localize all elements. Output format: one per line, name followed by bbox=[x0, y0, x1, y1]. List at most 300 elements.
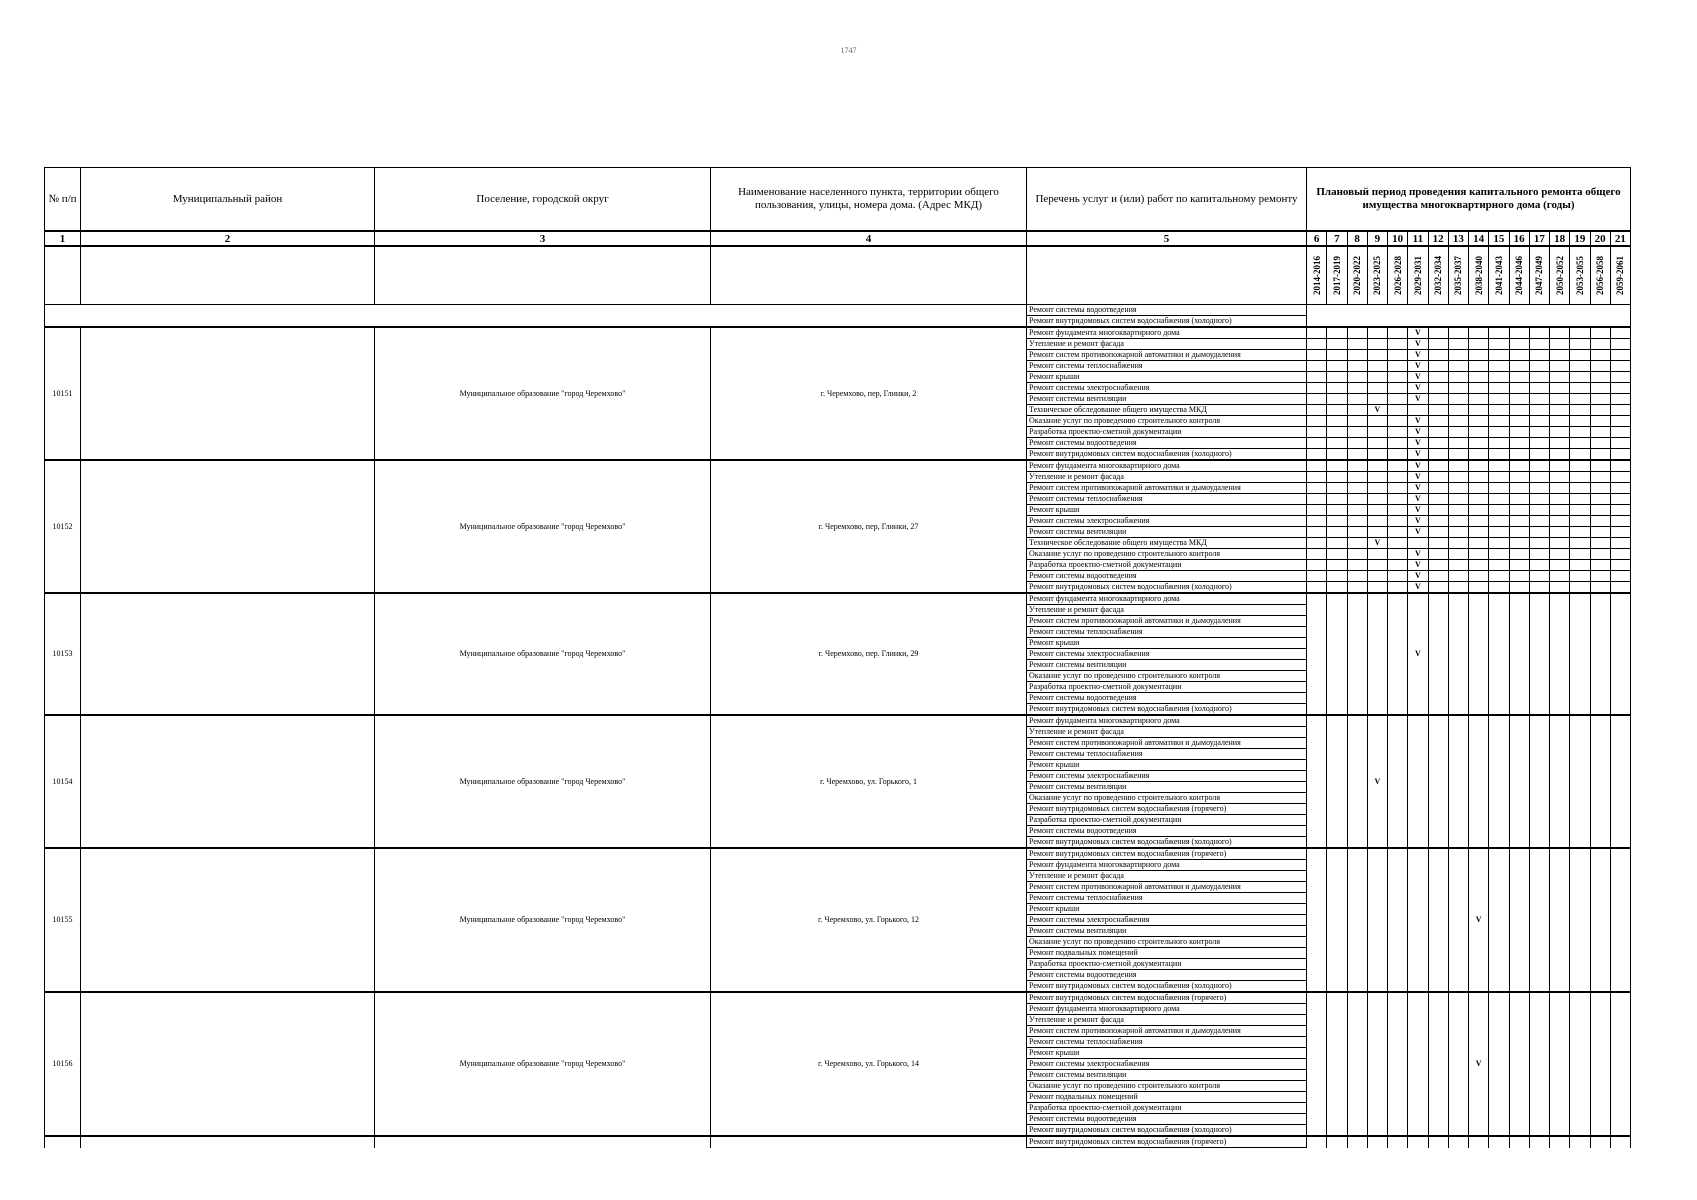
period-label-text: 2047-2049 bbox=[1534, 256, 1545, 295]
period-cell bbox=[1347, 571, 1367, 582]
period-cell bbox=[1469, 449, 1489, 461]
period-cell bbox=[1469, 483, 1489, 494]
period-cell bbox=[1327, 494, 1347, 505]
period-cell bbox=[1529, 516, 1549, 527]
trailing-blank bbox=[375, 1136, 711, 1148]
period-cell bbox=[1509, 715, 1529, 848]
period-cell: V bbox=[1408, 416, 1428, 427]
period-cell bbox=[1307, 593, 1327, 715]
period-cell bbox=[1550, 516, 1570, 527]
period-cell bbox=[1590, 460, 1610, 472]
column-number: 10 bbox=[1388, 231, 1408, 246]
period-cell bbox=[1489, 372, 1509, 383]
address: г. Черемхово, пер, Глинки, 27 bbox=[711, 460, 1027, 593]
period-cell bbox=[1610, 582, 1630, 594]
period-cell bbox=[1529, 549, 1549, 560]
period-cell bbox=[1307, 427, 1327, 438]
period-cell bbox=[1448, 494, 1468, 505]
service-name: Ремонт внутридомовых систем водоснабжения (холодного) bbox=[1027, 1125, 1307, 1137]
period-cell bbox=[1570, 339, 1590, 350]
period-cell bbox=[1509, 460, 1529, 472]
period-cell bbox=[1489, 715, 1509, 848]
period-cell bbox=[1448, 405, 1468, 416]
service-name: Ремонт крыши bbox=[1027, 505, 1307, 516]
period-cell bbox=[1550, 571, 1570, 582]
period-cell bbox=[1509, 1136, 1529, 1148]
period-label-text: 2059-2061 bbox=[1615, 256, 1626, 295]
service-name: Ремонт системы теплоснабжения bbox=[1027, 893, 1307, 904]
period-cell bbox=[1509, 427, 1529, 438]
period-cell bbox=[1550, 438, 1570, 449]
period-cell: V bbox=[1408, 427, 1428, 438]
row-number: 10154 bbox=[45, 715, 81, 848]
period-cell bbox=[1347, 438, 1367, 449]
header-address: Наименование населенного пункта, территории общего пользования, улицы, номера дома. (Адрес МКД) bbox=[711, 168, 1027, 232]
period-cell bbox=[1610, 427, 1630, 438]
period-cell bbox=[1570, 549, 1590, 560]
period-cell: V bbox=[1408, 527, 1428, 538]
period-cell bbox=[1347, 1136, 1367, 1148]
period-cell bbox=[1550, 350, 1570, 361]
period-cell bbox=[1388, 339, 1408, 350]
table-row bbox=[45, 327, 1631, 339]
period-cell bbox=[1489, 483, 1509, 494]
period-label bbox=[1610, 246, 1630, 305]
table-row bbox=[45, 715, 1631, 727]
column-number: 12 bbox=[1428, 231, 1448, 246]
period-cell bbox=[1388, 538, 1408, 549]
period-cell bbox=[1347, 560, 1367, 571]
period-cell bbox=[1610, 472, 1630, 483]
period-cell bbox=[1489, 460, 1509, 472]
service-name: Утепление и ремонт фасада bbox=[1027, 472, 1307, 483]
period-cell bbox=[1307, 494, 1327, 505]
period-cell bbox=[1347, 416, 1367, 427]
table-row bbox=[45, 593, 1631, 605]
service-name: Ремонт фундамента многоквартирного дома bbox=[1027, 860, 1307, 871]
period-cell bbox=[1367, 992, 1387, 1136]
period-cell bbox=[1469, 715, 1489, 848]
settlement: Муниципальное образование "город Черемхово" bbox=[375, 992, 711, 1136]
period-cell bbox=[1489, 1136, 1509, 1148]
period-cell bbox=[1590, 483, 1610, 494]
period-cell bbox=[1388, 361, 1408, 372]
period-cell bbox=[1529, 715, 1549, 848]
row-number: 10153 bbox=[45, 593, 81, 715]
period-cell: V bbox=[1408, 383, 1428, 394]
period-blank-1 bbox=[45, 246, 81, 305]
period-cell bbox=[1610, 560, 1630, 571]
period-cell bbox=[1448, 460, 1468, 472]
period-cell bbox=[1428, 394, 1448, 405]
period-cell bbox=[1590, 438, 1610, 449]
period-cell: V bbox=[1408, 560, 1428, 571]
period-cell bbox=[1469, 582, 1489, 594]
period-cell bbox=[1428, 715, 1448, 848]
municipal-district bbox=[81, 992, 375, 1136]
period-label bbox=[1367, 246, 1387, 305]
period-cell bbox=[1367, 361, 1387, 372]
period-cell bbox=[1529, 483, 1549, 494]
settlement: Муниципальное образование "город Черемхово" bbox=[375, 327, 711, 460]
service-name: Ремонт подвальных помещений bbox=[1027, 948, 1307, 959]
period-cell bbox=[1610, 460, 1630, 472]
period-cell bbox=[1469, 405, 1489, 416]
period-cell bbox=[1408, 992, 1428, 1136]
period-cell bbox=[1327, 992, 1347, 1136]
service-name: Ремонт системы теплоснабжения bbox=[1027, 361, 1307, 372]
service-name: Ремонт систем противопожарной автоматики и дымоудаления bbox=[1027, 738, 1307, 749]
period-cell bbox=[1489, 538, 1509, 549]
service-name: Разработка проектно-сметной документации bbox=[1027, 815, 1307, 826]
period-cell bbox=[1590, 593, 1610, 715]
period-cell: V bbox=[1408, 361, 1428, 372]
carryover-row bbox=[45, 305, 1631, 316]
period-cell bbox=[1550, 494, 1570, 505]
period-cell bbox=[1489, 472, 1509, 483]
period-cell bbox=[1367, 1136, 1387, 1148]
period-cell: V bbox=[1408, 483, 1428, 494]
period-cell bbox=[1428, 460, 1448, 472]
period-label bbox=[1307, 246, 1327, 305]
period-cell bbox=[1610, 505, 1630, 516]
column-number: 1 bbox=[45, 231, 81, 246]
period-cell bbox=[1529, 405, 1549, 416]
service-name: Ремонт внутридомовых систем водоснабжения (холодного) bbox=[1027, 981, 1307, 993]
period-cell bbox=[1367, 560, 1387, 571]
period-cell bbox=[1550, 361, 1570, 372]
period-cell bbox=[1367, 427, 1387, 438]
period-cell bbox=[1489, 582, 1509, 594]
trailing-blank bbox=[711, 1136, 1027, 1148]
period-cell bbox=[1610, 483, 1630, 494]
period-cell bbox=[1509, 449, 1529, 461]
service-name: Ремонт системы вентиляции bbox=[1027, 782, 1307, 793]
period-cell bbox=[1428, 438, 1448, 449]
period-cell bbox=[1489, 361, 1509, 372]
service-name: Ремонт внутридомовых систем водоснабжения (холодного) bbox=[1027, 316, 1307, 328]
column-number: 17 bbox=[1529, 231, 1549, 246]
period-cell bbox=[1367, 394, 1387, 405]
period-cell bbox=[1590, 394, 1610, 405]
period-cell bbox=[1489, 494, 1509, 505]
period-cell bbox=[1347, 538, 1367, 549]
header-services: Перечень услуг и (или) работ по капитальному ремонту bbox=[1027, 168, 1307, 232]
service-name: Ремонт системы теплоснабжения bbox=[1027, 627, 1307, 638]
header-period: Плановый период проведения капитального ремонта общего имущества многоквартирного дома (годы) bbox=[1307, 168, 1631, 232]
service-name: Ремонт системы электроснабжения bbox=[1027, 771, 1307, 782]
row-number: 10152 bbox=[45, 460, 81, 593]
period-cell bbox=[1489, 416, 1509, 427]
service-name: Ремонт системы водоотведения bbox=[1027, 970, 1307, 981]
period-cell bbox=[1610, 571, 1630, 582]
table-row bbox=[45, 848, 1631, 860]
period-cell bbox=[1448, 383, 1468, 394]
period-cell bbox=[1550, 472, 1570, 483]
service-name: Ремонт крыши bbox=[1027, 760, 1307, 771]
period-cell bbox=[1307, 361, 1327, 372]
period-cell bbox=[1307, 483, 1327, 494]
column-number: 2 bbox=[81, 231, 375, 246]
period-label-text: 2023-2025 bbox=[1372, 256, 1383, 295]
period-row bbox=[45, 246, 1631, 305]
column-number: 7 bbox=[1327, 231, 1347, 246]
period-cell bbox=[1347, 516, 1367, 527]
period-cell bbox=[1448, 527, 1468, 538]
period-cell: V bbox=[1408, 460, 1428, 472]
period-label-text: 2038-2040 bbox=[1473, 256, 1484, 295]
period-cell bbox=[1388, 394, 1408, 405]
period-cell bbox=[1529, 494, 1549, 505]
period-cell bbox=[1509, 327, 1529, 339]
column-number: 15 bbox=[1489, 231, 1509, 246]
column-number: 21 bbox=[1610, 231, 1630, 246]
municipal-district bbox=[81, 715, 375, 848]
period-cell bbox=[1327, 394, 1347, 405]
period-cell bbox=[1550, 427, 1570, 438]
service-name: Ремонт системы электроснабжения bbox=[1027, 649, 1307, 660]
service-name: Техническое обследование общего имущества МКД bbox=[1027, 405, 1307, 416]
period-cell bbox=[1529, 472, 1549, 483]
period-cell bbox=[1388, 992, 1408, 1136]
period-cell bbox=[1347, 593, 1367, 715]
service-name: Утепление и ремонт фасада bbox=[1027, 871, 1307, 882]
period-cell bbox=[1550, 505, 1570, 516]
period-cell bbox=[1408, 715, 1428, 848]
period-cell bbox=[1590, 416, 1610, 427]
municipal-district bbox=[81, 593, 375, 715]
service-name: Ремонт систем противопожарной автоматики и дымоудаления bbox=[1027, 1026, 1307, 1037]
period-blank-4 bbox=[711, 246, 1027, 305]
period-cell bbox=[1428, 538, 1448, 549]
period-cell bbox=[1347, 582, 1367, 594]
period-cell: V bbox=[1408, 582, 1428, 594]
period-cell bbox=[1529, 460, 1549, 472]
period-cell bbox=[1489, 339, 1509, 350]
period-cell: V bbox=[1408, 505, 1428, 516]
period-cell bbox=[1489, 427, 1509, 438]
period-cell bbox=[1347, 339, 1367, 350]
period-cell bbox=[1489, 383, 1509, 394]
period-cell bbox=[1469, 427, 1489, 438]
period-cell bbox=[1570, 560, 1590, 571]
service-name: Ремонт крыши bbox=[1027, 1048, 1307, 1059]
period-cell bbox=[1367, 383, 1387, 394]
period-cell bbox=[1489, 505, 1509, 516]
period-cell bbox=[1469, 472, 1489, 483]
period-cell bbox=[1388, 848, 1408, 992]
period-cell bbox=[1610, 383, 1630, 394]
period-cell bbox=[1428, 350, 1448, 361]
settlement: Муниципальное образование "город Черемхово" bbox=[375, 593, 711, 715]
period-cell bbox=[1307, 372, 1327, 383]
period-cell bbox=[1327, 483, 1347, 494]
service-name: Утепление и ремонт фасада bbox=[1027, 339, 1307, 350]
row-number: 10156 bbox=[45, 992, 81, 1136]
period-cell bbox=[1590, 350, 1610, 361]
period-cell bbox=[1590, 361, 1610, 372]
period-cell bbox=[1448, 571, 1468, 582]
period-blank-2 bbox=[81, 246, 375, 305]
period-cell: V bbox=[1408, 472, 1428, 483]
period-cell bbox=[1347, 449, 1367, 461]
period-cell bbox=[1367, 527, 1387, 538]
period-cell bbox=[1428, 494, 1448, 505]
period-cell bbox=[1327, 383, 1347, 394]
period-cell bbox=[1448, 516, 1468, 527]
address: г. Черемхово, пер. Глинки, 29 bbox=[711, 593, 1027, 715]
period-cell bbox=[1448, 582, 1468, 594]
period-cell bbox=[1327, 449, 1347, 461]
column-number: 5 bbox=[1027, 231, 1307, 246]
period-cell bbox=[1327, 1136, 1347, 1148]
period-cell bbox=[1570, 405, 1590, 416]
period-cell bbox=[1388, 494, 1408, 505]
period-cell: V bbox=[1408, 339, 1428, 350]
period-cell bbox=[1469, 571, 1489, 582]
period-cell bbox=[1610, 394, 1630, 405]
service-name: Ремонт системы электроснабжения bbox=[1027, 383, 1307, 394]
service-name: Ремонт внутридомовых систем водоснабжения (горячего) bbox=[1027, 1136, 1307, 1148]
period-cell bbox=[1428, 582, 1448, 594]
period-cell: V bbox=[1408, 549, 1428, 560]
period-cell bbox=[1529, 327, 1549, 339]
period-cell bbox=[1590, 538, 1610, 549]
period-cell bbox=[1367, 483, 1387, 494]
service-name: Ремонт системы вентиляции bbox=[1027, 527, 1307, 538]
period-cell bbox=[1327, 438, 1347, 449]
period-cell bbox=[1388, 460, 1408, 472]
period-cell bbox=[1388, 327, 1408, 339]
period-cell bbox=[1590, 527, 1610, 538]
period-label-text: 2017-2019 bbox=[1331, 256, 1342, 295]
period-label-text: 2035-2037 bbox=[1453, 256, 1464, 295]
period-cell bbox=[1610, 449, 1630, 461]
period-cell bbox=[1570, 538, 1590, 549]
period-cell bbox=[1509, 516, 1529, 527]
period-cell bbox=[1307, 527, 1327, 538]
service-name: Разработка проектно-сметной документации bbox=[1027, 682, 1307, 693]
period-cell bbox=[1347, 427, 1367, 438]
service-name: Ремонт внутридомовых систем водоснабжения (горячего) bbox=[1027, 992, 1307, 1004]
period-cell bbox=[1509, 339, 1529, 350]
period-cell bbox=[1388, 582, 1408, 594]
period-label-text: 2029-2031 bbox=[1412, 256, 1423, 295]
period-cell bbox=[1448, 1136, 1468, 1148]
period-cell bbox=[1307, 1136, 1327, 1148]
header-num: № п/п bbox=[45, 168, 81, 232]
service-name: Утепление и ремонт фасада bbox=[1027, 1015, 1307, 1026]
period-cell bbox=[1529, 339, 1549, 350]
period-cell bbox=[1570, 472, 1590, 483]
period-cell bbox=[1610, 1136, 1630, 1148]
period-mark: V bbox=[1469, 992, 1489, 1136]
period-cell bbox=[1550, 593, 1570, 715]
period-cell bbox=[1550, 460, 1570, 472]
period-cell bbox=[1550, 339, 1570, 350]
service-name: Оказание услуг по проведению строительного контроля bbox=[1027, 671, 1307, 682]
period-label bbox=[1408, 246, 1428, 305]
period-cell bbox=[1307, 516, 1327, 527]
period-cell bbox=[1610, 372, 1630, 383]
period-cell bbox=[1428, 483, 1448, 494]
service-name: Ремонт системы водоотведения bbox=[1027, 1114, 1307, 1125]
period-label-text: 2050-2052 bbox=[1554, 256, 1565, 295]
period-cell bbox=[1347, 494, 1367, 505]
period-cell bbox=[1489, 350, 1509, 361]
period-cell bbox=[1550, 527, 1570, 538]
service-name: Ремонт внутридомовых систем водоснабжения (холодного) bbox=[1027, 704, 1307, 716]
period-cell bbox=[1347, 405, 1367, 416]
service-name: Ремонт системы вентиляции bbox=[1027, 926, 1307, 937]
service-name: Ремонт системы водоотведения bbox=[1027, 571, 1307, 582]
period-cell bbox=[1428, 848, 1448, 992]
period-cell bbox=[1448, 483, 1468, 494]
period-cell bbox=[1529, 593, 1549, 715]
service-name: Ремонт систем противопожарной автоматики и дымоудаления bbox=[1027, 350, 1307, 361]
period-cell bbox=[1448, 505, 1468, 516]
period-cell bbox=[1307, 571, 1327, 582]
period-cell bbox=[1347, 549, 1367, 560]
period-cell bbox=[1327, 571, 1347, 582]
service-name: Разработка проектно-сметной документации bbox=[1027, 1103, 1307, 1114]
period-cell bbox=[1610, 992, 1630, 1136]
period-cell bbox=[1367, 460, 1387, 472]
period-cell bbox=[1529, 571, 1549, 582]
period-cell bbox=[1388, 571, 1408, 582]
period-cell bbox=[1367, 549, 1387, 560]
period-cell bbox=[1529, 383, 1549, 394]
period-cell bbox=[1469, 494, 1489, 505]
period-cell bbox=[1428, 1136, 1448, 1148]
address: г. Черемхово, ул. Горького, 12 bbox=[711, 848, 1027, 992]
period-label bbox=[1529, 246, 1549, 305]
period-cell bbox=[1610, 438, 1630, 449]
address: г. Черемхово, ул. Горького, 14 bbox=[711, 992, 1027, 1136]
period-cell bbox=[1509, 383, 1529, 394]
period-cell bbox=[1550, 582, 1570, 594]
period-cell bbox=[1428, 361, 1448, 372]
period-cell bbox=[1550, 848, 1570, 992]
period-cell bbox=[1367, 494, 1387, 505]
period-cell bbox=[1448, 449, 1468, 461]
period-cell bbox=[1529, 427, 1549, 438]
period-cell bbox=[1570, 449, 1590, 461]
page-number: 1747 bbox=[840, 46, 857, 55]
period-cell bbox=[1448, 560, 1468, 571]
period-cell bbox=[1307, 538, 1327, 549]
period-cell bbox=[1570, 582, 1590, 594]
trailing-blank bbox=[81, 1136, 375, 1148]
period-label bbox=[1590, 246, 1610, 305]
period-cell bbox=[1388, 505, 1408, 516]
period-cell bbox=[1428, 372, 1448, 383]
period-cell bbox=[1327, 427, 1347, 438]
period-cell bbox=[1529, 416, 1549, 427]
period-cell bbox=[1347, 992, 1367, 1136]
period-cell bbox=[1489, 516, 1509, 527]
service-name: Оказание услуг по проведению строительного контроля bbox=[1027, 937, 1307, 948]
period-cell bbox=[1550, 715, 1570, 848]
period-cell bbox=[1509, 372, 1529, 383]
period-cell bbox=[1610, 350, 1630, 361]
period-cell bbox=[1367, 416, 1387, 427]
period-cell bbox=[1529, 582, 1549, 594]
period-cell bbox=[1469, 549, 1489, 560]
period-cell bbox=[1550, 372, 1570, 383]
period-cell bbox=[1529, 361, 1549, 372]
period-cell bbox=[1610, 549, 1630, 560]
